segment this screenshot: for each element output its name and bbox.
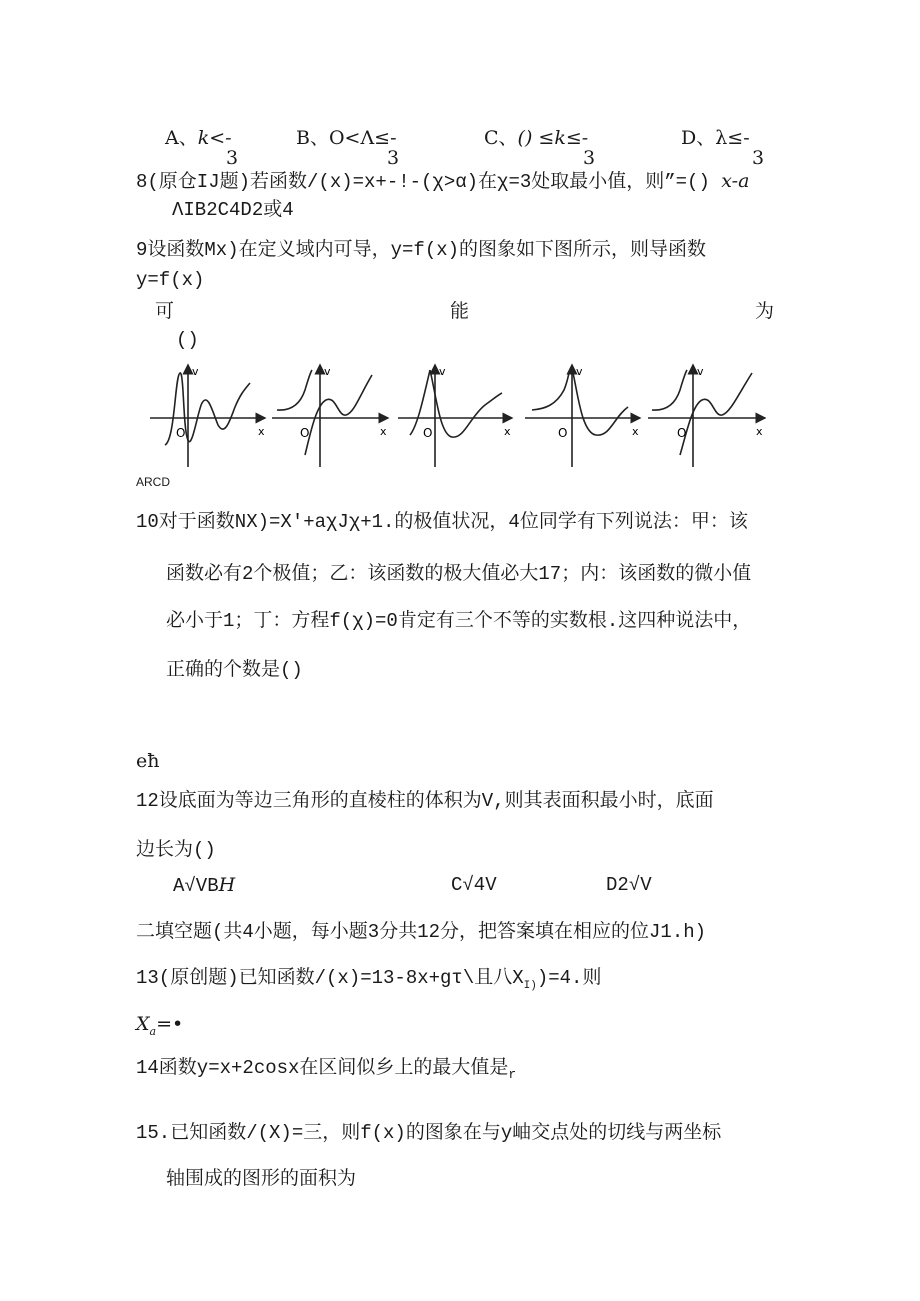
q7-option-c-denominator: 3 — [583, 147, 596, 169]
question-12-option-ab-text: A√VB — [173, 875, 219, 897]
question-9-line-1: 9设函数Mx)在定义域内可导，y=f(x)的图象如下图所示，则导函数 — [136, 239, 707, 261]
question-14 — [136, 1056, 516, 1082]
question-9-graphs — [140, 355, 780, 475]
graph-5-y-label: v — [697, 365, 704, 378]
graph-3-x-label: x — [504, 425, 511, 438]
q7-option-a-text: k<- — [197, 127, 232, 149]
graph-2-x-label: x — [380, 425, 387, 438]
q7-option-b: B、O<Λ≤- — [296, 127, 397, 149]
question-12-option-d: D2√V — [606, 874, 652, 896]
graph-5-x-label: x — [756, 425, 763, 438]
question-8 — [136, 169, 749, 194]
q7-option-a — [165, 126, 232, 150]
question-10-line-1: 10对于函数NX)=X'+aχJχ+1.的极值状况，4位同学有下列说法：甲：该 — [136, 511, 748, 533]
graph-3 — [398, 365, 512, 467]
question-8-options: ΛIB2C4D2或4 — [172, 199, 294, 221]
question-12-options-ab — [173, 873, 235, 898]
question-9-word-3: 为 — [755, 300, 775, 322]
question-13-answer — [136, 1012, 183, 1039]
graph-4-x-label: x — [632, 425, 639, 438]
graph-5-curve — [652, 370, 687, 410]
question-15-line-2: 轴围成的图形的面积为 — [166, 1168, 357, 1190]
graph-2-curve — [277, 370, 312, 410]
question-13-text: 13(原创题)已知函数/(x)=13-8x+gτ\且八X — [136, 967, 524, 989]
question-13-answer-var: X — [136, 1013, 150, 1035]
question-9-line-2: y=f(x) — [136, 269, 205, 291]
graph-4-origin: O — [558, 426, 568, 440]
q7-option-d-denominator: 3 — [752, 147, 765, 169]
graph-3-origin: O — [423, 426, 433, 440]
graph-5-origin: O — [677, 426, 687, 440]
q7-option-c-prefix: C、 — [484, 127, 518, 149]
question-14-text: 14函数y=x+2cosx在区间似乡上的最大值是 — [136, 1057, 509, 1079]
q7-option-d: D、λ≤- — [681, 127, 750, 149]
question-12-option-ab-italic: H — [218, 874, 236, 896]
question-11-text: eħ — [136, 750, 160, 772]
graph-5 — [648, 365, 765, 467]
question-10-line-3: 必小于1；丁：方程f(χ)=0肯定有三个不等的实数根.这四种说法中， — [166, 610, 752, 632]
graph-2-origin: O — [300, 426, 310, 440]
question-13-subscript: I) — [523, 980, 537, 992]
question-12-line-1: 12设底面为等边三角形的直棱柱的体积为V,则其表面积最小时，底面 — [136, 790, 714, 812]
question-13 — [136, 966, 601, 993]
graph-5-curve-right — [680, 373, 752, 455]
question-10-line-4: 正确的个数是() — [166, 659, 303, 681]
graph-1 — [150, 365, 265, 467]
q7-option-b-denominator: 3 — [387, 147, 400, 169]
question-10-line-2: 函数必有2个极值；乙：该函数的极大值必大17；内：该函数的微小值 — [166, 563, 752, 585]
graph-4 — [525, 365, 640, 467]
question-8-expr: x-a — [721, 170, 750, 192]
question-8-text: 8(原仓IJ题)若函数/(x)=x+-!-(χ>α)在χ=3处取最小值，则”=() — [136, 171, 710, 193]
q7-option-c — [484, 126, 588, 150]
question-14-tail: r — [508, 1067, 517, 1082]
question-9-answer-paren: () — [176, 329, 199, 351]
q7-option-c-text: () ≤k≤- — [517, 127, 589, 149]
graph-1-x-label: x — [258, 425, 265, 438]
graph-4-curve-right — [573, 373, 628, 435]
graph-4-y-label: v — [576, 365, 583, 378]
graph-1-origin: O — [176, 426, 186, 440]
question-13-tail: )=4.则 — [536, 967, 602, 989]
q7-option-a-prefix: A、 — [165, 127, 198, 149]
graph-2-curve-right — [305, 375, 372, 455]
question-9-word-2: 能 — [450, 300, 470, 322]
question-12-option-c: C√4V — [451, 874, 497, 896]
question-9-graph-labels: ARCD — [136, 475, 171, 489]
graph-2-y-label: v — [324, 365, 331, 378]
question-9-word-1: 可 — [155, 300, 175, 322]
graph-2 — [272, 365, 388, 467]
question-12-line-2: 边长为() — [136, 839, 216, 861]
q7-option-a-denominator: 3 — [226, 147, 239, 169]
section-2-title: 二填空题(共4小题，每小题3分共12分，把答案填在相应的位J1.h) — [136, 921, 707, 943]
graph-4-curve — [532, 373, 569, 410]
question-13-answer-sub: a — [149, 1025, 157, 1038]
graph-3-y-label: v — [439, 365, 446, 378]
graph-1-y-label: v — [192, 365, 199, 378]
question-15-line-1: 15.已知函数/(X)=三，则f(x)的图象在与y岫交点处的切线与两坐标 — [136, 1122, 722, 1144]
question-13-answer-tail: =• — [156, 1013, 184, 1035]
